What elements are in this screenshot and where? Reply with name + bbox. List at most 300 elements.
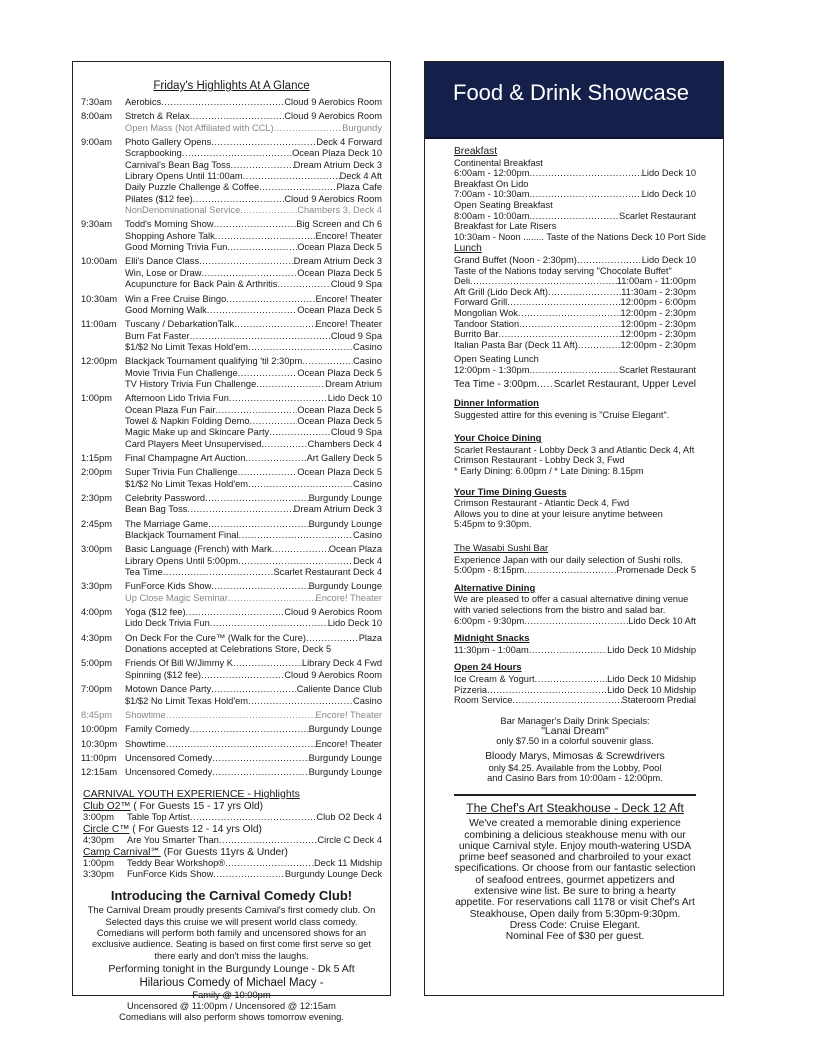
event-time bbox=[81, 279, 125, 290]
leader-dots bbox=[210, 618, 328, 629]
wasabi-time: 5:00pm - 8:15pm bbox=[454, 565, 525, 576]
leader-dots bbox=[248, 696, 353, 707]
event-time bbox=[81, 182, 125, 193]
youth-club-ages: ( For Guests 12 - 14 yrs Old) bbox=[129, 823, 262, 835]
leader-dots bbox=[201, 268, 297, 279]
event-time bbox=[81, 416, 125, 427]
event-location: Encore! Theater bbox=[315, 592, 382, 603]
comedy-heading: Introducing the Carnival Comedy Club! bbox=[110, 888, 353, 904]
leader-dots bbox=[211, 581, 308, 592]
food-drink-banner: Food & Drink Showcase bbox=[425, 62, 723, 139]
event-location: Ocean Plaza Deck 10 bbox=[292, 148, 382, 159]
event-location: Caliente Dance Club bbox=[296, 684, 382, 695]
event-name: Todd's Morning Show bbox=[125, 219, 214, 230]
schedule-row bbox=[81, 231, 382, 242]
midnight-row bbox=[454, 645, 696, 656]
alternative-loc: Lido Deck 10 Aft bbox=[628, 615, 696, 626]
leader-dots bbox=[239, 530, 354, 541]
youth-event-location: Burgundy Lounge Deck bbox=[284, 869, 382, 880]
breakfast-row bbox=[454, 211, 696, 222]
event-location: Deck 4 Forward bbox=[316, 137, 382, 148]
event-time: 11:00am bbox=[81, 319, 117, 330]
schedule-row bbox=[81, 556, 382, 567]
leader-dots bbox=[227, 242, 297, 253]
event-name: Burn Fat Faster bbox=[125, 330, 190, 341]
event-name: Carnival's Bean Bag Toss bbox=[125, 159, 231, 170]
youth-event-time: 1:00pm bbox=[83, 857, 115, 868]
lunch-row bbox=[454, 255, 696, 266]
event-location: Ocean Plaza Deck 5 bbox=[297, 304, 382, 315]
event-location: Ocean Plaza Deck 5 bbox=[297, 242, 382, 253]
event-location: Burgundy Lounge bbox=[308, 752, 382, 763]
lunch-row bbox=[454, 297, 696, 308]
event-name: Magic Make up and Skincare Party bbox=[125, 427, 270, 438]
leader-dots bbox=[518, 308, 621, 319]
event-time bbox=[81, 556, 125, 567]
leader-dots bbox=[302, 356, 353, 367]
event-detail bbox=[125, 219, 382, 230]
event-location: Ocean Plaza bbox=[328, 544, 382, 555]
lunch-venue: Tandoor Station bbox=[454, 318, 520, 329]
event-name: Shopping Ashore Talk bbox=[125, 230, 215, 241]
lunch-hours: 12:00pm - 6:00pm bbox=[620, 297, 696, 308]
schedule-row bbox=[81, 767, 382, 778]
event-detail bbox=[125, 767, 382, 778]
event-name: Good Morning Walk bbox=[125, 304, 207, 315]
breakfast-line: Breakfast for Late Risers bbox=[454, 221, 557, 232]
event-detail bbox=[125, 670, 382, 681]
event-detail bbox=[125, 593, 382, 604]
event-time: 8:00am bbox=[81, 111, 113, 122]
event-location: Encore! Theater bbox=[315, 738, 382, 749]
event-time bbox=[81, 194, 125, 205]
event-location: Ocean Plaza Deck 5 bbox=[297, 367, 382, 378]
leader-dots bbox=[207, 305, 297, 316]
leader-dots bbox=[529, 211, 619, 222]
section-divider bbox=[454, 794, 696, 796]
breakfast-location: Scarlet Restaurant bbox=[619, 210, 696, 221]
event-location: Deck 4 Aft bbox=[339, 171, 382, 182]
leader-dots bbox=[238, 467, 298, 478]
schedule-row bbox=[81, 268, 382, 279]
event-name: Final Champagne Art Auction bbox=[125, 452, 246, 463]
event-time bbox=[81, 379, 125, 390]
youth-event-name: Table Top Artist bbox=[127, 811, 190, 822]
event-detail bbox=[125, 427, 382, 438]
schedule-row bbox=[81, 405, 382, 416]
event-detail bbox=[125, 331, 382, 342]
schedule-row bbox=[81, 519, 382, 530]
leader-dots bbox=[243, 171, 340, 182]
steakhouse-body: We've created a memorable dining experience combining a delicious steakhouse menu with our unique Carnival style. Enjoy mouth-watering USDA prime beef seasoned and charbroiled to your exact specifications. Or choose from our fantastic selection of seafood entrees, gourmet appetizers and extensive wine list. Be sure to bring a hearty appetite. For reservations call 1178 or visit Chef's Art Steakhouse, Open daily from 5:30pm-9:30pm. bbox=[454, 818, 696, 920]
lunch-hours: 12:00pm - 2:30pm bbox=[620, 339, 696, 350]
youth-event-location: Club O2 Deck 4 bbox=[316, 811, 382, 822]
tea-time-loc: Scarlet Restaurant, Upper Level bbox=[553, 379, 696, 391]
schedule-row bbox=[81, 393, 382, 404]
leader-dots bbox=[233, 658, 302, 669]
event-detail bbox=[125, 544, 382, 555]
event-location: Deck 4 bbox=[353, 555, 382, 566]
event-detail bbox=[125, 256, 382, 267]
event-name: TV History Trivia Fun Challenge bbox=[125, 378, 257, 389]
event-location: Burgundy Lounge bbox=[308, 518, 382, 529]
your-time-line: Allows you to dine at your leisure anytime between 5:45pm to 9:30pm. bbox=[454, 508, 663, 530]
event-detail bbox=[125, 379, 382, 390]
event-name: Blackjack Tournament Final bbox=[125, 530, 239, 541]
event-location: Art Gallery Deck 5 bbox=[306, 452, 382, 463]
event-name: Pilates ($12 fee) bbox=[125, 193, 193, 204]
event-time: 2:00pm bbox=[81, 467, 113, 478]
event-location: Chambers 3, Deck 4 bbox=[297, 205, 382, 216]
event-name: Showtime bbox=[125, 738, 166, 749]
event-location: Big Screen and Ch 6 bbox=[296, 219, 382, 230]
leader-dots bbox=[182, 148, 292, 159]
alternative-text: We are pleased to offer a casual alternative dining venue with varied selections from the bistro and salad bar. bbox=[454, 594, 689, 615]
alternative-time: 6:00pm - 9:30pm bbox=[454, 615, 525, 626]
leader-dots bbox=[274, 123, 343, 134]
breakfast-time: 7:00am - 10:30am bbox=[454, 189, 530, 200]
youth-club-heading bbox=[83, 824, 382, 835]
event-detail bbox=[125, 607, 382, 618]
event-location: Dream Atrium Deck 3 bbox=[293, 256, 382, 267]
event-name: Daily Puzzle Challenge & Coffee bbox=[125, 182, 260, 193]
schedule-row bbox=[81, 544, 382, 555]
schedule-row bbox=[81, 658, 382, 669]
lunch-row bbox=[454, 287, 696, 298]
schedule-row bbox=[81, 618, 382, 629]
event-location: Casino bbox=[353, 478, 382, 489]
event-name: Donations accepted at Celebrations Store, Deck 5 bbox=[125, 644, 332, 655]
leader-dots bbox=[238, 556, 353, 567]
event-location: Ocean Plaza Deck 5 bbox=[297, 415, 382, 426]
leader-dots bbox=[163, 567, 274, 578]
leader-dots bbox=[230, 160, 293, 171]
event-time: 12:15am bbox=[81, 767, 118, 778]
youth-club-name: Club O2™ bbox=[83, 800, 131, 812]
event-name: Ocean Plaza Fun Fair bbox=[125, 404, 216, 415]
event-detail bbox=[125, 231, 382, 242]
lunch-row bbox=[454, 329, 696, 340]
schedule-row bbox=[81, 530, 382, 541]
leader-dots bbox=[214, 219, 297, 230]
schedule-row bbox=[81, 160, 382, 171]
breakfast-time: 6:00am - 12:00pm bbox=[454, 168, 530, 179]
event-name: Blackjack Tournament qualifying 'til 2:30pm bbox=[125, 356, 303, 367]
leader-dots bbox=[205, 493, 309, 504]
leader-dots bbox=[213, 869, 285, 880]
event-time bbox=[81, 567, 125, 578]
event-name: Lido Deck Trivia Fun bbox=[125, 618, 210, 629]
schedule-row bbox=[81, 684, 382, 695]
schedule-row bbox=[81, 148, 382, 159]
youth-event-time: 3:30pm bbox=[83, 869, 115, 880]
leader-dots bbox=[187, 504, 293, 515]
event-detail bbox=[125, 194, 382, 205]
midnight-loc: Lido Deck 10 Midship bbox=[607, 644, 696, 655]
event-time bbox=[81, 305, 125, 316]
event-location: Cloud 9 Aerobics Room bbox=[284, 669, 382, 680]
event-time: 1:15pm bbox=[81, 452, 113, 463]
event-detail bbox=[125, 356, 382, 367]
schedule-row bbox=[81, 467, 382, 478]
event-time: 3:30pm bbox=[81, 581, 113, 592]
lunch-venue: Aft Grill (Lido Deck Aft) bbox=[454, 286, 549, 297]
schedule-row bbox=[81, 439, 382, 450]
breakfast-line: Continental Breakfast bbox=[454, 157, 543, 168]
schedule-row bbox=[81, 607, 382, 618]
event-time bbox=[81, 439, 125, 450]
steakhouse-heading: The Chef's Art Steakhouse - Deck 12 Aft bbox=[466, 800, 684, 815]
event-detail bbox=[125, 279, 382, 290]
open24-row bbox=[454, 685, 696, 696]
event-time: 2:30pm bbox=[81, 493, 113, 503]
event-location: Ocean Plaza Deck 5 bbox=[297, 467, 382, 478]
leader-dots bbox=[208, 519, 308, 530]
event-location: Cloud 9 Aerobics Room bbox=[284, 111, 382, 122]
schedule-row bbox=[81, 97, 382, 108]
youth-clubs bbox=[81, 801, 382, 881]
schedule-row bbox=[81, 111, 382, 122]
youth-event-row bbox=[83, 869, 382, 880]
event-detail bbox=[125, 268, 382, 279]
event-detail bbox=[125, 644, 382, 655]
schedule-row bbox=[81, 696, 382, 707]
event-detail bbox=[125, 405, 382, 416]
leader-dots bbox=[219, 835, 318, 846]
leader-dots bbox=[578, 340, 621, 351]
lunch-heading: Lunch bbox=[454, 243, 482, 255]
lunch-hours: Lido Deck 10 bbox=[641, 254, 696, 265]
youth-event-row bbox=[83, 835, 382, 846]
schedule-row bbox=[81, 633, 382, 644]
schedule-row bbox=[81, 567, 382, 578]
event-name: Card Players Meet Unsupervised bbox=[125, 438, 262, 449]
schedule-row bbox=[81, 194, 382, 205]
event-name: Friends Of Bill W/Jimmy K bbox=[125, 658, 233, 669]
schedule-row bbox=[81, 416, 382, 427]
leader-dots bbox=[470, 276, 617, 287]
schedule-row bbox=[81, 427, 382, 438]
youth-title: CARNIVAL YOUTH EXPERIENCE - Highlights bbox=[83, 787, 300, 800]
event-time bbox=[81, 368, 125, 379]
leader-dots bbox=[498, 329, 620, 340]
schedule-row bbox=[81, 171, 382, 182]
event-name: Uncensored Comedy bbox=[125, 767, 213, 778]
event-detail bbox=[125, 393, 382, 404]
schedule-row bbox=[81, 479, 382, 490]
leader-dots bbox=[577, 255, 642, 266]
event-detail bbox=[125, 633, 382, 644]
leader-dots bbox=[240, 205, 297, 216]
schedule-row bbox=[81, 219, 382, 230]
event-detail bbox=[125, 319, 382, 330]
event-location: Ocean Plaza Deck 5 bbox=[297, 404, 382, 415]
schedule-row bbox=[81, 331, 382, 342]
lunch-hours: 12:00pm - 2:30pm bbox=[620, 318, 696, 329]
event-time: 12:00pm bbox=[81, 356, 118, 367]
event-detail bbox=[125, 294, 382, 305]
breakfast-location: Lido Deck 10 bbox=[641, 168, 696, 179]
event-detail bbox=[125, 416, 382, 427]
steakhouse-fee: Nominal Fee of $30 per guest. bbox=[505, 931, 645, 943]
leader-dots bbox=[487, 685, 607, 696]
lunch-line: Taste of the Nations today serving "Chocolate Buffet" bbox=[454, 265, 672, 276]
event-location: Lido Deck 10 bbox=[327, 393, 382, 404]
event-name: Celebrity Password bbox=[125, 493, 206, 503]
comedy-family-time: Family @ 10:00pm bbox=[192, 989, 271, 1000]
leader-dots bbox=[212, 767, 308, 778]
event-location: Casino bbox=[353, 341, 382, 352]
leader-dots bbox=[193, 194, 285, 205]
youth-event-detail bbox=[127, 858, 382, 869]
event-time bbox=[81, 123, 125, 134]
event-detail bbox=[125, 171, 382, 182]
event-name: FunForce Kids Show bbox=[125, 581, 212, 592]
event-location: Cloud 9 Spa bbox=[330, 427, 382, 438]
leader-dots bbox=[234, 319, 315, 330]
event-location: Dream Atrium Deck 3 bbox=[293, 159, 382, 170]
steakhouse-dress: Dress Code: Cruise Elegant. bbox=[509, 919, 641, 931]
leader-dots bbox=[212, 753, 308, 764]
youth-event-name: Are You Smarter Than bbox=[127, 834, 219, 845]
lunch-row bbox=[454, 319, 696, 330]
schedule-row bbox=[81, 319, 382, 330]
event-time: 7:00pm bbox=[81, 684, 113, 695]
youth-event-row bbox=[83, 858, 382, 869]
leader-dots bbox=[211, 684, 296, 695]
breakfast-location: Lido Deck 10 bbox=[641, 189, 696, 200]
event-name: NonDenominational Service bbox=[125, 205, 241, 216]
lunch-hours: 11:30am - 2:30pm bbox=[621, 286, 696, 297]
leader-dots bbox=[190, 724, 309, 735]
lunch-venue: Deli bbox=[454, 276, 471, 287]
event-detail bbox=[125, 581, 382, 592]
leader-dots bbox=[507, 297, 620, 308]
leader-dots bbox=[229, 393, 328, 404]
youth-event-detail bbox=[127, 869, 382, 880]
event-location: Burgundy Lounge bbox=[308, 724, 382, 735]
event-location: Casino bbox=[353, 356, 382, 367]
event-time: 5:00pm bbox=[81, 658, 113, 669]
event-time bbox=[81, 242, 125, 253]
event-detail bbox=[125, 710, 382, 721]
event-location: Cloud 9 Spa bbox=[330, 279, 382, 290]
event-detail bbox=[125, 160, 382, 171]
event-location: Encore! Theater bbox=[315, 319, 382, 330]
open24-location: Lido Deck 10 Midship bbox=[607, 673, 696, 684]
event-time bbox=[81, 331, 125, 342]
event-name: Uncensored Comedy bbox=[125, 752, 213, 763]
your-choice-line: * Early Dining: 6.00pm / * Late Dining: 8.15pm bbox=[454, 466, 644, 477]
open24-row bbox=[454, 674, 696, 685]
leader-dots bbox=[245, 453, 306, 464]
youth-club-ages: (For Guests 11yrs & Under) bbox=[160, 846, 288, 858]
leader-dots bbox=[199, 256, 294, 267]
event-name: Family Comedy bbox=[125, 724, 190, 735]
leader-dots bbox=[166, 710, 316, 721]
lunch-venue: Forward Grill bbox=[454, 297, 508, 308]
event-time bbox=[81, 160, 125, 171]
schedule-row bbox=[81, 710, 382, 721]
comedy-uncensored-time: Uncensored @ 11:00pm / Uncensored @ 12:15am bbox=[127, 1000, 336, 1011]
event-time bbox=[81, 530, 125, 541]
leader-dots bbox=[226, 294, 315, 305]
leader-dots bbox=[186, 607, 285, 618]
event-location: Cloud 9 Aerobics Room bbox=[284, 97, 382, 107]
lunch-hours: 12:00pm - 2:30pm bbox=[620, 329, 696, 340]
schedule-row bbox=[81, 342, 382, 353]
event-time bbox=[81, 268, 125, 279]
schedule-row bbox=[81, 593, 382, 604]
event-detail bbox=[125, 439, 382, 450]
breakfast-time: 8:00am - 10:00am bbox=[454, 210, 530, 221]
event-detail bbox=[125, 684, 382, 695]
schedule-row bbox=[81, 504, 382, 515]
event-name: Open Mass (Not Affiliated with CCL) bbox=[125, 122, 274, 133]
youth-club-name: Circle C™ bbox=[83, 823, 130, 835]
alternative-row bbox=[454, 616, 696, 627]
youth-event-detail bbox=[127, 835, 382, 846]
event-name: Bean Bag Toss bbox=[125, 504, 188, 515]
schedule-row bbox=[81, 368, 382, 379]
food-drink-panel bbox=[424, 61, 724, 996]
bloody-marys: Bloody Marys, Mimosas & Screwdrivers bbox=[485, 750, 665, 762]
youth-event-detail bbox=[127, 812, 382, 823]
schedule-row bbox=[81, 724, 382, 735]
event-time bbox=[81, 593, 125, 604]
event-time: 10:30pm bbox=[81, 738, 118, 749]
open24-heading: Open 24 Hours bbox=[454, 662, 522, 674]
midnight-time: 11:30pm - 1:00am bbox=[454, 644, 529, 655]
youth-event-time: 3:00pm bbox=[83, 811, 115, 822]
event-location: Burgundy Lounge bbox=[308, 767, 382, 778]
event-time: 10:00am bbox=[81, 256, 118, 267]
leader-dots bbox=[190, 111, 285, 122]
open24-venue: Room Service bbox=[454, 695, 513, 706]
youth-event-name: Teddy Bear Workshop® bbox=[127, 857, 226, 868]
tea-time-row bbox=[454, 380, 696, 391]
event-location: Cloud 9 Spa bbox=[330, 330, 382, 341]
event-detail bbox=[125, 342, 382, 353]
lunch-venue: Italian Pasta Bar (Deck 11 Aft) bbox=[454, 339, 578, 350]
lunch-venue: Mongolian Wok bbox=[454, 307, 518, 318]
event-location: Ocean Plaza Deck 5 bbox=[297, 267, 382, 278]
leader-dots bbox=[519, 319, 620, 330]
leader-dots bbox=[259, 182, 336, 193]
event-time bbox=[81, 427, 125, 438]
event-location: Plaza Cafe bbox=[336, 182, 382, 193]
event-name: Spinning ($12 fee) bbox=[125, 669, 201, 680]
lanai-price: only $7.50 in a colorful souvenir glass. bbox=[496, 736, 654, 747]
schedule-row bbox=[81, 137, 382, 148]
event-name: Library Opens Until 5:00pm bbox=[125, 555, 239, 566]
event-name: Yoga ($12 fee) bbox=[125, 607, 186, 618]
leader-dots bbox=[225, 858, 314, 869]
event-location: Lido Deck 10 bbox=[327, 618, 382, 629]
event-time: 8:45pm bbox=[81, 709, 113, 720]
leader-dots bbox=[272, 544, 329, 555]
lunch-list bbox=[454, 255, 696, 350]
breakfast-heading: Breakfast bbox=[454, 146, 498, 157]
event-detail bbox=[125, 123, 382, 134]
event-detail bbox=[125, 182, 382, 193]
leader-dots bbox=[250, 416, 298, 427]
schedule-row bbox=[81, 182, 382, 193]
open24-location: Stateroom Predial bbox=[621, 695, 696, 706]
event-name: Photo Gallery Opens bbox=[125, 137, 212, 148]
event-detail bbox=[125, 519, 382, 530]
leader-dots bbox=[529, 189, 641, 200]
